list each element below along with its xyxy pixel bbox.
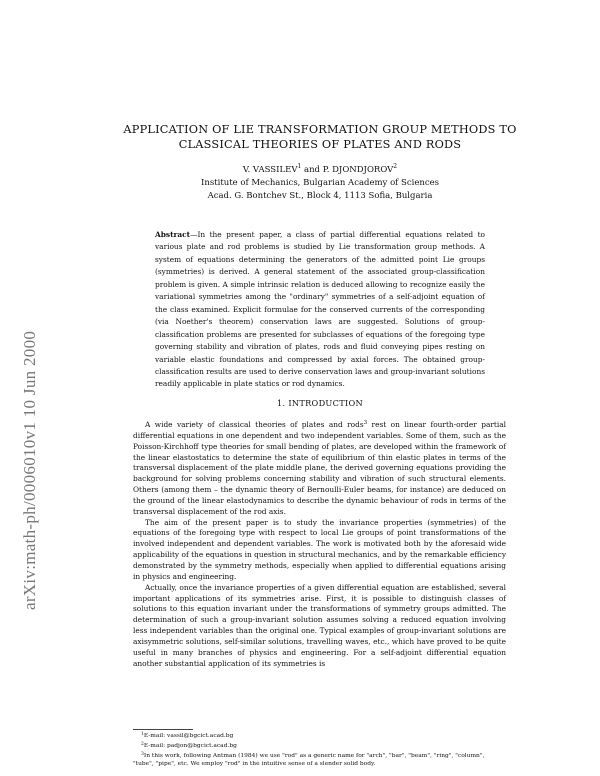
address: Acad. G. Bontchev St., Block 4, 1113 Sofia, Bulgaria <box>207 191 433 201</box>
footnote-1-mark: 1 <box>141 732 144 737</box>
institute: Institute of Mechanics, Bulgarian Academy of Sciences <box>201 178 439 188</box>
author-block <box>100 160 540 203</box>
footnote-3-label: 3 <box>141 751 144 757</box>
footnote-2 <box>133 741 506 751</box>
footnote-2-text: E-mail: padjon@bgcict.acad.bg <box>143 742 237 749</box>
paragraph-1 <box>133 418 506 518</box>
abstract-label: Abstract <box>155 230 191 239</box>
title-line-2: CLASSICAL THEORIES OF PLATES AND RODS <box>178 138 462 151</box>
footnote-3-mark: 3 <box>363 420 368 426</box>
footnote-2-mark: 2 <box>141 741 144 747</box>
author-names <box>100 160 540 177</box>
footnote-3-text: In this work, following Antman (1984) we use "rod" as a generic name for "arch", "bar", "beam", "ring", "column", "tube", "pipe", etc. We employ "rod" in the intuitive sense of a slender solid body. <box>133 752 485 768</box>
title-line-1: APPLICATION OF LIE TRANSFORMATION GROUP METHODS TO <box>123 123 517 136</box>
author-1-footnote-mark: 1 <box>297 163 302 170</box>
footnotes <box>133 731 506 769</box>
section-heading: 1. INTRODUCTION <box>277 398 363 408</box>
arxiv-side-identifier <box>0 0 50 776</box>
author-conjunction: and <box>301 165 323 175</box>
paper-title <box>100 122 540 152</box>
arxiv-identifier-text: arXiv:math-ph/0006010v1 10 Jun 2000 <box>20 330 39 610</box>
introduction-body <box>133 418 506 669</box>
paragraph-1-start: A wide variety of classical theories of plates and rods <box>145 420 364 429</box>
abstract-text: —In the present paper, a class of partial differential equations related to various plate and rod problems is studied by Lie transformation group methods. A system of equations determining the generators of the admitted point Lie groups (symmetries) is derived. A general statement of the associated group-classification problem is given. A simple intrinsic relation is deduced allowing to recognize easily the variational symmetries among the "ordinary" symmetries of a self-adjoint equation of the class examined. Explicit formulae for the conserved currents of the corresponding (via Noether's theorem) conservation laws are suggested. Solutions of group-classification problems are presented for subclasses of equations of the foregoing type governing stability and vibration of plates, rods and fluid conveying pipes resting on variable elastic foundations and compressed by axial forces. The obtained group-classification results are used to derive conservation laws and group-invariant solutions readily applicable in plate statics or rod dynamics. <box>155 230 485 389</box>
paragraph-3: Actually, once the invariance properties of a given differential equation are established, several important applications of its symmetries arise. First, it is possible to distinguish classes of solutions to this equation invariant under the transformations of symmetry groups admitted. The determination of such a group-invariant solution assumes solving a reduced equation involving less independent variables than the original one. Typical examples of group-invariant solutions are axisymmetric solutions, self-similar solutions, travelling waves, etc., which have proved to be quite useful in many branches of physics and engineering. For a self-adjoint differential equation another substantial application of its symmetries is <box>133 582 506 668</box>
author-1: V. VASSILEV <box>242 165 298 175</box>
author-2: P. DJONDJOROV <box>322 165 394 175</box>
footnote-3 <box>133 751 506 770</box>
footnote-1-text: E-mail: vassil@bgcict.acad.bg <box>143 733 234 739</box>
abstract <box>155 229 485 391</box>
footnote-rule <box>133 729 193 730</box>
paragraph-2: The aim of the present paper is to study the invariance properties (symmetries) of the equations of the foregoing type with respect to local Lie groups of point transformations of the involved independent and dependent variables. The work is motivated both by the aforesaid wide applicability of the equations in question in structural mechanics, and by the remarkable efficiency demonstrated by the symmetry methods, especially when applied to differential equations arising in physics and engineering. <box>133 517 506 581</box>
paragraph-1-rest: rest on linear fourth-order partial differential equations in one dependent and two independent variables. Some of them, such as the Poisson-Kirchhoff type theories for small bending of plates, are developed within the framework of the linear elastostatics to determine the state of equilibrium of thin elastic plates in terms of the transversal displacement of the plate middle plane, the derived governing equations providing the background for solving problems concerning stability and vibration of such structural elements. Others (among them – the dynamic theory of Bernoulli-Euler beams, for instance) are deduced on the ground of the linear elastodynamics to describe the dynamic behaviour of rods in terms of the transversal displacement of the rod axis. <box>133 420 506 516</box>
footnote-1 <box>133 731 506 741</box>
author-2-footnote-mark: 2 <box>393 163 398 170</box>
